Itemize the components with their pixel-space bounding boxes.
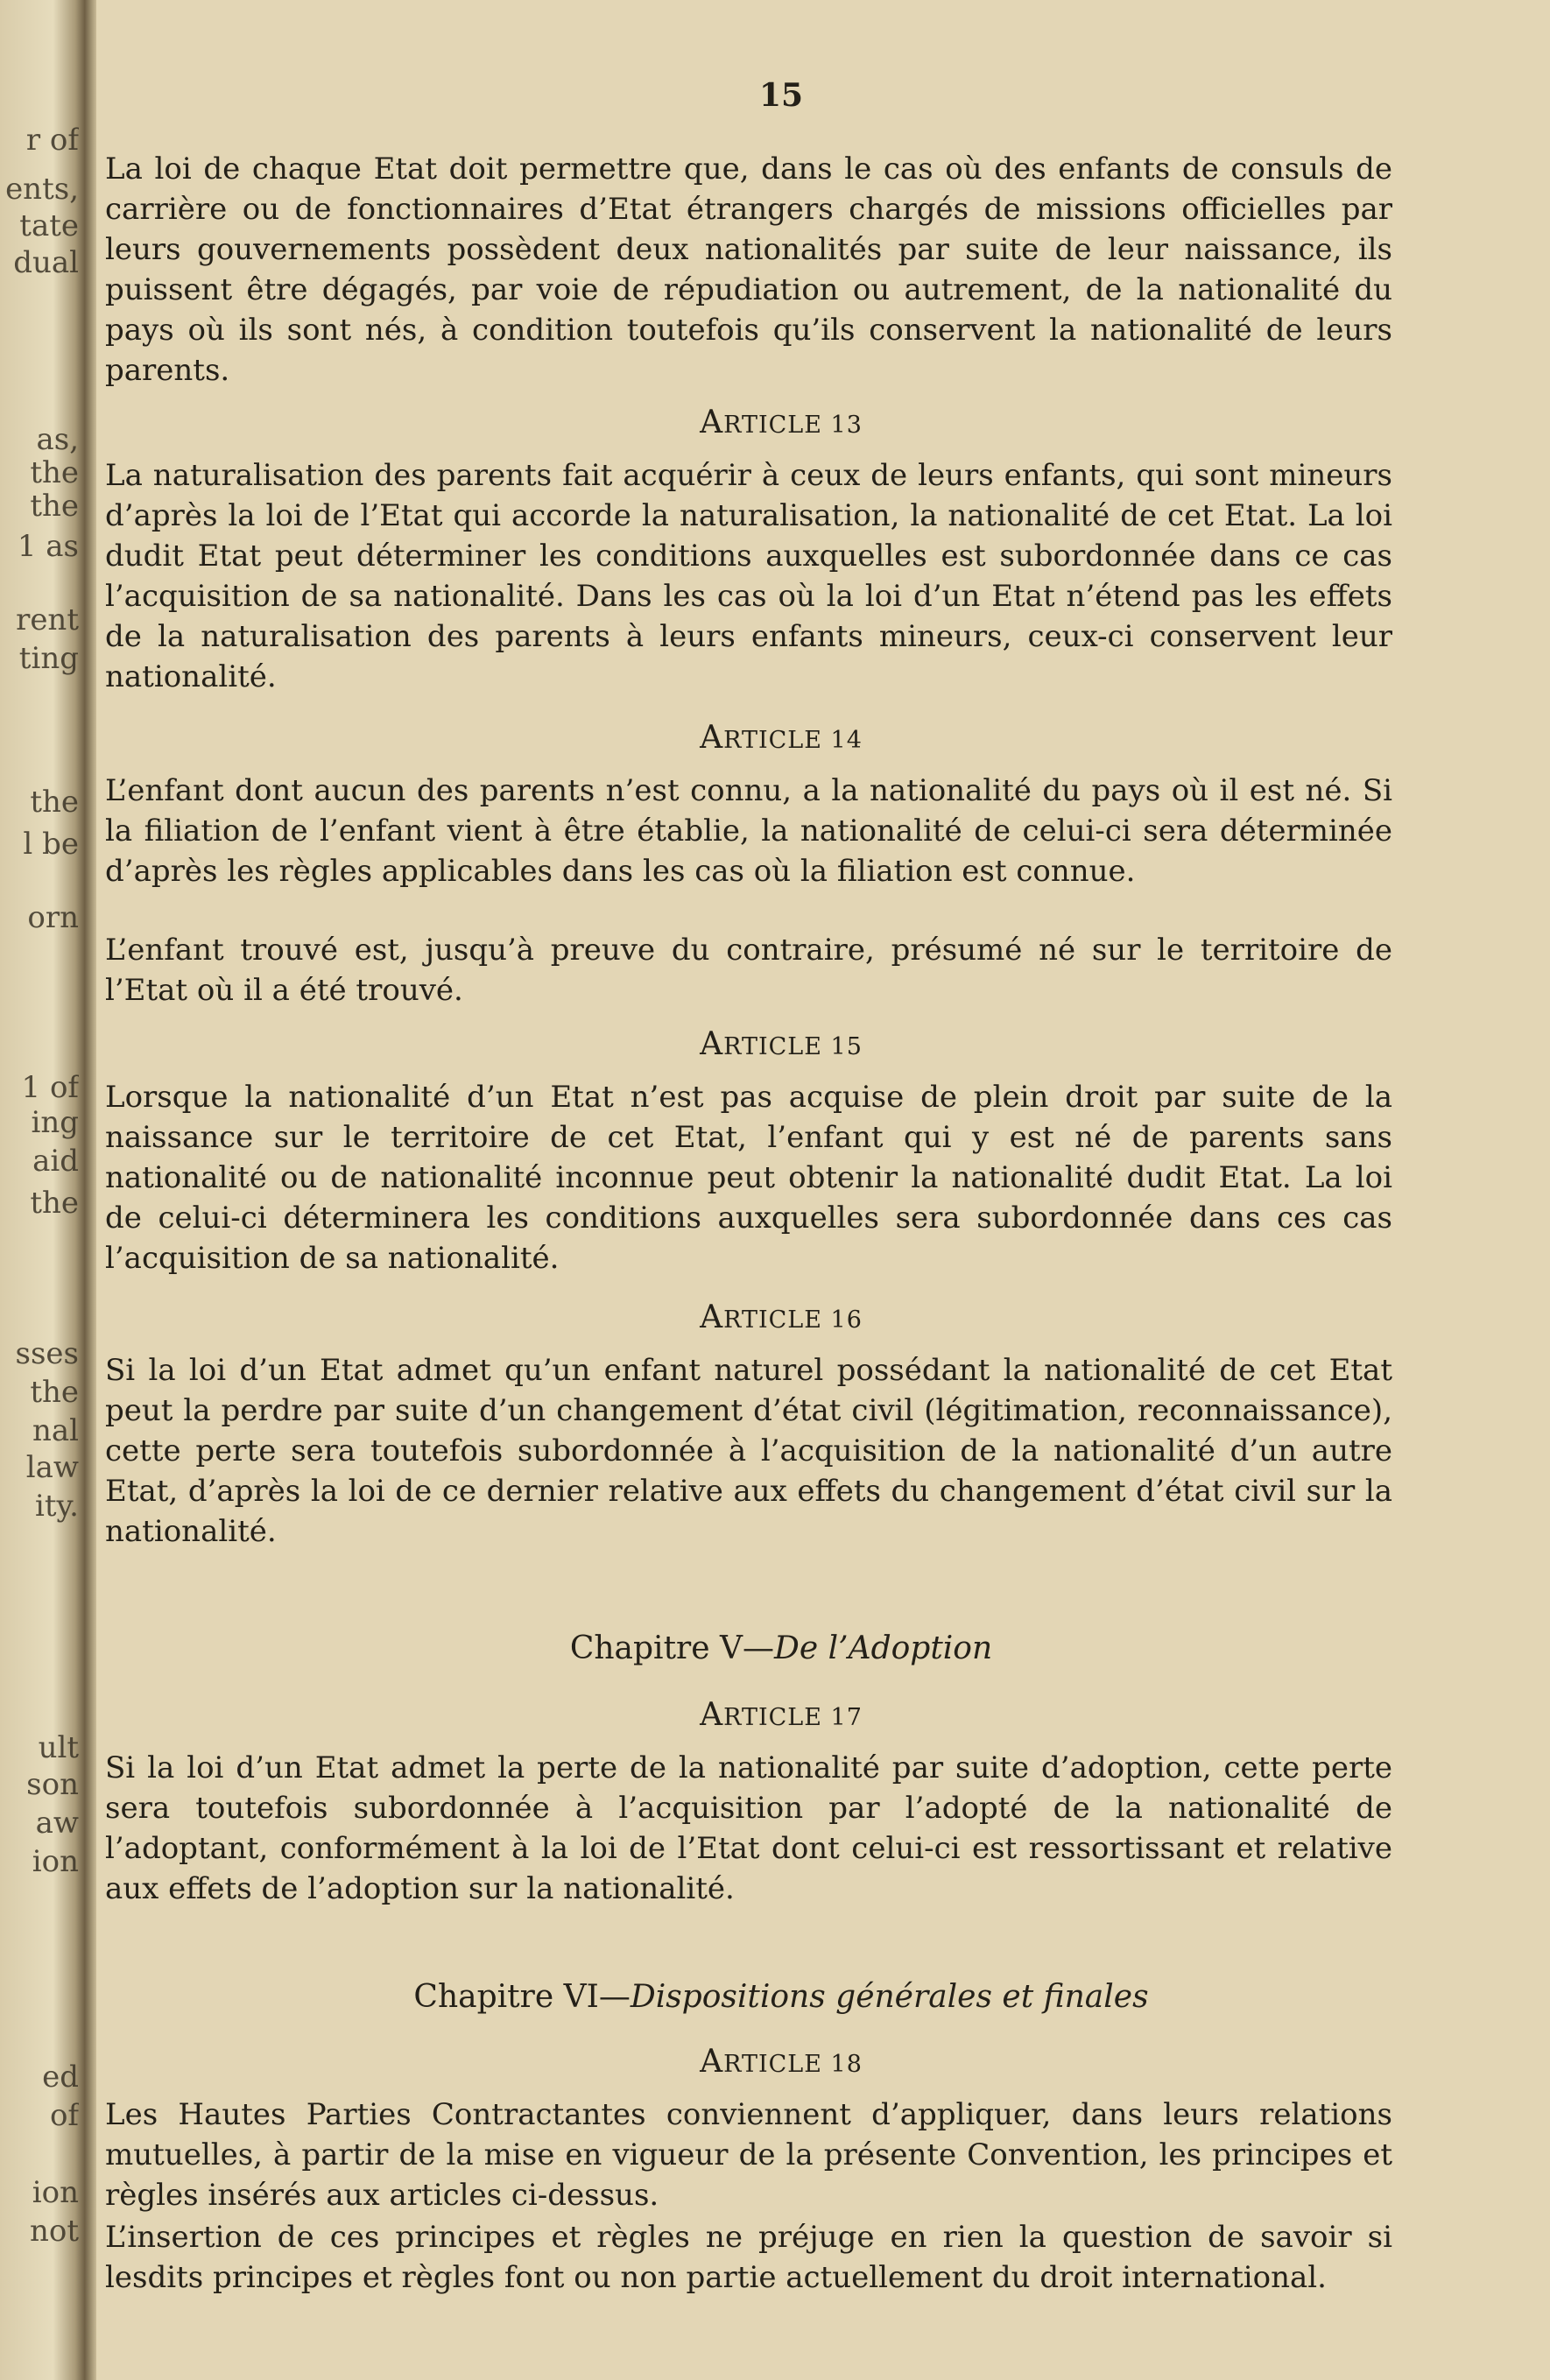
page-number: 15 [758,77,804,114]
chapter-title: De l’Adoption [774,1630,993,1666]
facing-page-fragment: nal [32,1413,79,1448]
body-paragraph: La loi de chaque Etat doit permettre que, dans le cas où des enfants de consuls de carrière ou de fonctionnaires d’Etat étrangers chargés de missions officielles par leurs gouvernements possèdent deux nationalités par suite de leur naissance, ils puissent être dégagés, par voie de répudiation ou autrement, de la nationalité du pays où ils sont nés, à condition toutefois qu’ils conservent la nationalité de leurs parents. [105,151,1392,388]
article-heading: ARTICLE 14 [700,720,863,756]
facing-page-fragment: law [25,1450,79,1485]
facing-page-fragment: tate [19,208,79,243]
body-paragraph: L’enfant trouvé est, jusqu’à preuve du contraire, présumé né sur le territoire de l’Etat où il a été trouvé. [105,933,1392,1008]
article-heading: ARTICLE 15 [700,1026,863,1062]
facing-page-fragments [0,0,79,2380]
facing-page-fragment: ity. [34,1489,79,1524]
facing-page-fragment: 1 of [21,1070,79,1105]
facing-page-fragment: ents, [5,172,79,207]
article-heading: ARTICLE 13 [700,405,863,440]
facing-page-fragment: rent [16,602,79,637]
facing-page-fragment: l be [23,827,79,862]
facing-page-fragment: sses [15,1336,79,1371]
facing-page-fragment: ion [32,2175,79,2210]
article-heading: ARTICLE 18 [700,2044,863,2080]
chapter-heading [98,1979,1464,2015]
body-paragraph: L’insertion de ces principes et règles ne préjuge en rien la question de savoir si lesdits principes et règles font ou non partie actuellement du droit international. [105,2220,1392,2295]
body-paragraph: Si la loi d’un Etat admet qu’un enfant naturel possédant la nationalité de cet Etat peut la perdre par suite d’un changement d’état civil (légitimation, reconnaissance), cette perte sera toutefois subordonnée à l’acquisition de la nationalité d’un autre Etat, d’après la loi de ce dernier relative aux effets du changement d’état civil sur la nationalité. [105,1353,1392,1549]
article-heading: ARTICLE 17 [700,1697,863,1733]
body-paragraph: L’enfant dont aucun des parents n’est connu, a la nationalité du pays où il est né. Si la filiation de l’enfant vient à être établie, la nationalité de celui-ci sera déterminée d’après les règles applicables dans les cas où la filiation est connue. [105,773,1392,889]
facing-page-fragment: ion [32,1844,79,1879]
facing-page-fragment: ult [38,1730,79,1765]
body-paragraph: Les Hautes Parties Contractantes conviennent d’appliquer, dans leurs relations mutuelles, à partir de la mise en vigueur de la présente Convention, les principes et règles insérés aux articles ci-dessus. [105,2097,1392,2213]
facing-page-fragment: aw [35,1806,79,1841]
facing-page-fragment: orn [27,900,79,935]
chapter-title: Dispositions générales et finales [630,1979,1149,2015]
body-paragraph: Si la loi d’un Etat admet la perte de la nationalité par suite d’adoption, cette perte sera toutefois subordonnée à l’acquisition par l’adopté de la nationalité de l’adoptant, conformément à la loi de l’Etat dont celui-ci est ressortissant et relative aux effets de l’adoption sur la nationalité. [105,1750,1392,1906]
facing-page-fragment: aid [32,1144,79,1179]
facing-page-fragment: r of [25,123,79,158]
article-heading: ARTICLE 16 [700,1299,863,1335]
facing-page-fragment: 1 as [17,529,79,564]
facing-page-fragment: as, [36,422,79,457]
facing-page-fragment: ting [18,641,79,676]
facing-page-fragment: dual [13,245,79,280]
facing-page-fragment: the [30,1375,79,1410]
chapter-number: Chapitre V— [569,1630,774,1666]
body-paragraph: La naturalisation des parents fait acquérir à ceux de leurs enfants, qui sont mineurs d’après la loi de l’Etat qui accorde la naturalisation, la nationalité de cet Etat. La loi dudit Etat peut déterminer les conditions auxquelles est subordonnée dans ce cas l’acquisition de sa nationalité. Dans les cas où la loi d’un Etat n’étend pas les effets de la naturalisation des parents à leurs enfants mineurs, ceux-ci conservent leur nationalité. [105,458,1392,694]
facing-page-fragment: son [26,1767,79,1802]
body-paragraph: Lorsque la nationalité d’un Etat n’est pas acquise de plein droit par suite de la naissance sur le territoire de cet Etat, l’enfant qui y est né de parents sans nationalité ou de nationalité inconnue peut obtenir la nationalité dudit Etat. La loi de celui-ci déterminera les conditions auxquelles sera subordonnée dans ces cas l’acquisition de sa nationalité. [105,1080,1392,1276]
chapter-number: Chapitre VI— [413,1979,631,2015]
facing-page-fragment: the [30,1186,79,1221]
facing-page-fragment: ing [31,1105,79,1140]
facing-page-fragment: of [49,2098,79,2133]
document-page [98,0,1464,2380]
chapter-heading [98,1630,1464,1666]
facing-page-fragment: the [30,785,79,820]
facing-page-fragment: not [29,2214,79,2249]
facing-page-fragment: the [30,455,79,490]
facing-page-fragment: the [30,489,79,524]
facing-page-fragment: ed [42,2060,79,2095]
